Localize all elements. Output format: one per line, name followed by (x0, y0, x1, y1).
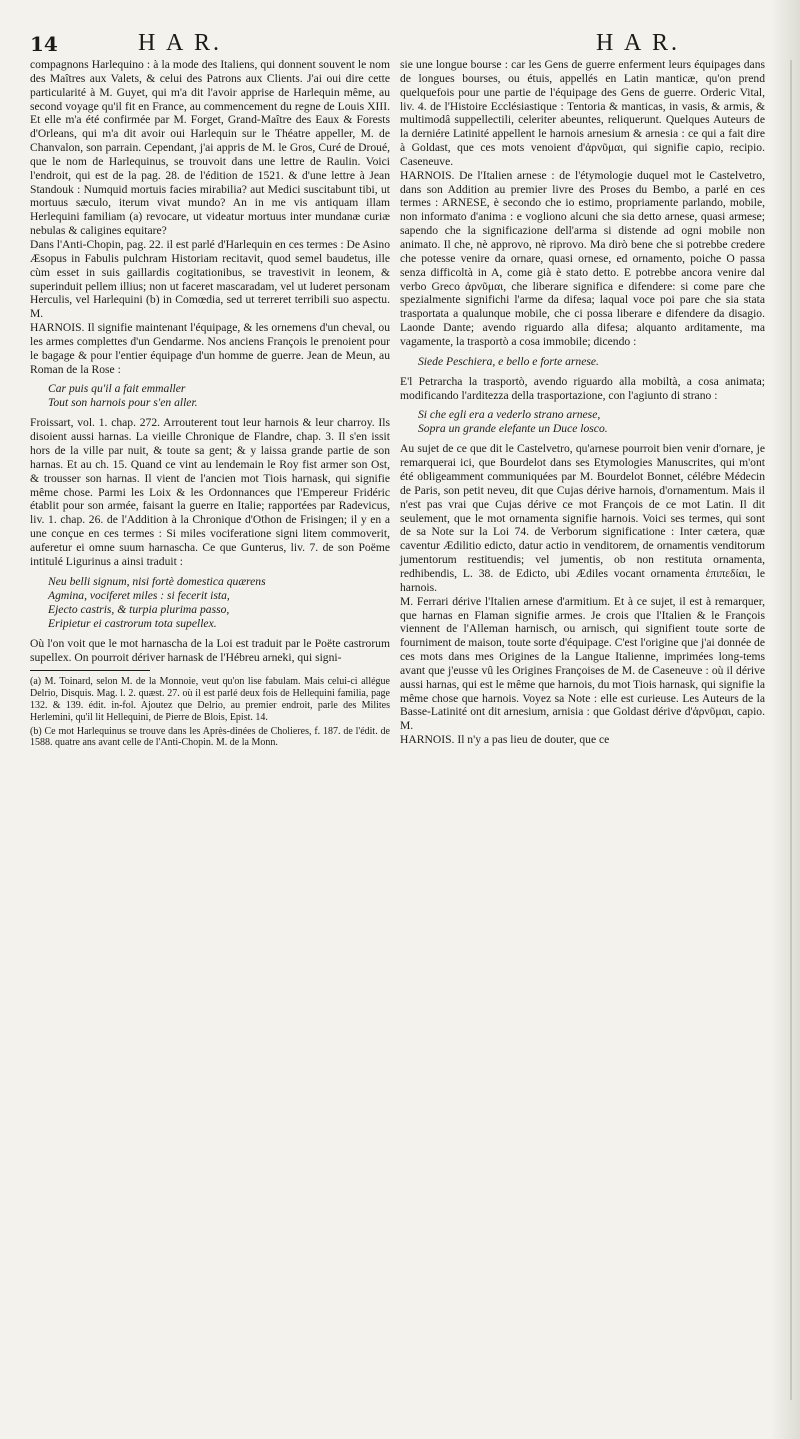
verse-line: Sopra un grande elefante un Duce losco. (418, 422, 608, 436)
verse-line: Ejecto castris, & turpia plurima passo, (48, 602, 230, 616)
page-number: 14 (30, 32, 58, 56)
verse-line: Tout son harnois pour s'en aller. (48, 396, 198, 410)
paragraph: compagnons Harlequino : à la mode des Italiens, qui donnent souvent le nom des Maîtres aux Valets, & celui des Patrons aux Clients. J'ai oui dire cette particularité à M. Guyet, qui m'a dit l'avoir apprise de Harlequin même, au second voyage qu'il fit en France, au commencement du regne de Louis XIII. Et elle m'a été confirmée par M. Forget, Grand-Maître des Eaux & Forests d'Orleans, qui m'a dit avoir oui Harlequin sur le Théatre appeller, M. de Chanvalon, son parrain. Cependant, j'ai appris de M. le Gros, Curé de Droué, que le nom de Harlequinus, se trouvoit dans une lettre de Raulin. Voici l'endroit, qui est de la pag. 28. de l'édition de 1521. & d'une lettre à Jean Standouk : Numquid mortuis facies mirabilia? aut Medici suscitabunt tibi, ut mortuus sæculo, iterum vivat mundo? An in me vis antiquam illam Herlequini familiam (a) revocare, ut videatur mortuus inter mundanæ curiæ nebulas & caligines equitare? (30, 58, 390, 238)
verse-line: Car puis qu'il a fait emmaller (48, 382, 186, 396)
paragraph: Dans l'Anti-Chopin, pag. 22. il est parlé d'Harlequin en ces termes : De Asino Æsopus in Fabulis pulchram Historiam recitavit, quod semel baudetus, ille cùm esset in suis gaillardis cogitationibus, se travestivit in leonem, & superinduit pellem illius; non ut faceret mascaradam, vel ut luderet personam Herculis, vel Harlequini (b) in Comœdia, sed ut terreret terribili suo aspectu. M. (30, 237, 390, 321)
footnote-divider (30, 670, 150, 672)
running-head-right: H A R. (596, 30, 681, 56)
paragraph: Froissart, vol. 1. chap. 272. Arrouterent tout leur harnois & leur charroy. Ils disoient aussi harnas. La vieille Chronique de Flandre, chap. 3. Il s'en issit hors de la ville par nuit, & toute sa gent; & y laissa grande partie de son harnas. Et au ch. 15. Quand ce vint au lendemain le Roy fist armer son Ost, & trousser son harnas. Il vient de l'ancien mot Tiois harnask, qui signifie même chose. Parmi les Loix & les Ordonnances que l'Empereur Fridéric établit pour son armée, faisant la guerre en Italie; rapportées par Radevicus, liv. 1. chap. 26. de l'Addition à la Chronique d'Othon de Frisingen; il y en a une conçue en ces termes : Si miles vociferatione signi litem commoverit, auferetur ei omne suum harnascha. Ce que Gunterus, liv. 7. de son Poëme intitulé Ligurinus a ainsi traduit : (30, 416, 390, 568)
page-edge-shadow (770, 0, 800, 1439)
left-column (30, 58, 390, 749)
verse-line: Eripietur ei castrorum tota supellex. (48, 616, 217, 630)
verse-line: Siede Peschiera, e bello e forte arnese. (418, 354, 599, 368)
verse-line: Agmina, vociferet miles : si fecerit ista, (48, 588, 230, 602)
right-column (400, 58, 765, 747)
paragraph: Au sujet de ce que dit le Castelvetro, qu'arnese pourroit bien venir d'ornare, je remarquerai ici, que Bourdelot dans ses Etymologies Manuscrites, qui m'ont été obligeamment communiquées par M. Bourdelot Bonnet, célébre Médecin de Paris, son petit neveu, dit que Cujas dérive harnois, d'ornamentum. Mais il n'est pas vrai que Cujas dérive ce mot François de ce mot Latin. Il dit seulement, que le mot ornamenta signifie harnois. Voici ses termes, qui sont de sa Note sur la Loi 74. de Verborum significatione : Inter cætera, quæ caventur Ædilitio edicto, datur actio in venditorem, de ornamentis venditorum jumentorum restituendis; vel jumentis, ob non restituta ornamenta, redhibendis, L. 38. de Edicto, ubi Ædiles vocant ornamenta ἐπιπεδίαι, le harnois. (400, 442, 765, 594)
footnote: (a) M. Toinard, selon M. de la Monnoie, veut qu'on lise fabulam. Mais celui-ci allégue Delrio, Disquis. Mag. l. 2. quæst. 27. où il est parlé deux fois de Hellequini familia, page 132. & 139. édit. in-fol. Ajoutez que Delrio, au premier endroit, parle des Milites Herlemini, qu'il lit Hellequini, de Pierre de Blois, Epist. 14. (30, 676, 390, 723)
paragraph: sie une longue bourse : car les Gens de guerre enferment leurs équipages dans de longues bourses, ou étuis, appellés en Latin manticæ, qu'on prend quelquefois pour une partie de l'équipage des Gens de guerre. Orderic Vital, liv. 4. de l'Histoire Ecclésiastique : Tentoria & manticas, in vasis, & armis, & multimodâ suppellectili, celeriter abeuntes, reliquerunt. Quelques Auteurs de la derniére Latinité appellent le harnois arnesium & arnesia : ce qui a fait dire à Goldast, que ces mots venoient d'ἀρνῦμαι, qui signifie capio, recipio. Caseneuve. (400, 58, 765, 168)
paragraph: E'l Petrarcha la trasportò, avendo riguardo alla mobiltà, a cosa animata; modificando l'arditezza della trasportazione, con l'agiunto di strano : (400, 374, 765, 402)
verse-quote (30, 382, 390, 410)
verse-line: Neu belli signum, nisi fortè domestica quærens (48, 574, 266, 588)
paragraph: HARNOIS. De l'Italien arnese : de l'étymologie duquel mot le Castelvetro, dans son Addition au premier livre des Proses du Bembo, a parlé en ces termes : ARNESE, è secondo che io estimo, propriamente parlando, mobile, non informato d'anima : e vogliono alcuni che sia detto arnese, quasi armese; sapendo che la significazione dell'arma si distende ad ogni mobile non animato. Il che, nè approvo, nè riprovo. Ma dirò bene che si potrebbe credere che potesse venire da ornare, quasi ornese, ed ornamento, poiche O passa senza difficoltà in A, come già è stato detto. E potrebbe ancora venire dal verbo Greco ἀρνῦμαι, che liberare significa e difendere: si come pare che spezialmente significhi l'arme da difesa; laqual voce poi pare che sia stata trasportata a qualunque mobile, che ci possa liberare e difendere da disagio. Laonde Dante; avendo riguardo alla difesa; alquanto arditamente, ma vagamente, la trasportò a cosa immobile; dicendo : (400, 168, 765, 348)
footnote: (b) Ce mot Harlequinus se trouve dans les Après-dinées de Cholieres, f. 187. de l'édit. de 1588. quatre ans avant celle de l'Anti-Chopin. M. de la Monn. (30, 725, 390, 749)
paragraph: HARNOIS. Il n'y a pas lieu de douter, que ce (400, 733, 610, 747)
paragraph: M. Ferrari dérive l'Italien arnese d'armitium. Et à ce sujet, il est à remarquer, que harnas en Flaman signifie armes. Je crois que l'Italien & le François viennent de l'Alleman harnisch, ou arnisch, qui signifient toute sorte de fourniment de maison, toute sorte d'équipage. C'est l'origine que j'ai donnée de ces mots dans mes Origines de la Langue Italienne, imprimées long-tems avant que j'eusse vû les Origines Françoises de M. de Caseneuve : où il dérive aussi harnas, qui est le même que harnois, du mot Tiois harnask, qui signifie la même chose que harnois. Voyez sa Note : elle est curieuse. Les Auteurs de la Basse-Latinité ont dit arnesium, arnisia : que Goldast dérive d'ἀρνῦμαι, capio. M. (400, 594, 765, 733)
verse-quote (400, 408, 765, 436)
paragraph: HARNOIS. Il signifie maintenant l'équipage, & les ornemens d'un cheval, ou les armes complettes d'un Gendarme. Nos anciens François le prenoient pour le bagage & pour l'entier équipage d'un homme de guerre. Jean de Meun, au Roman de la Rose : (30, 321, 390, 376)
page-crease (790, 60, 792, 1400)
paragraph: Où l'on voit que le mot harnascha de la Loi est traduit par le Poëte castrorum supellex. On pourroit dériver harnask de l'Hébreu arneki, qui signi- (30, 636, 390, 664)
running-head-left: H A R. (138, 30, 223, 56)
verse-quote (30, 575, 390, 631)
verse-line: Si che egli era a vederlo strano arnese, (418, 408, 601, 422)
